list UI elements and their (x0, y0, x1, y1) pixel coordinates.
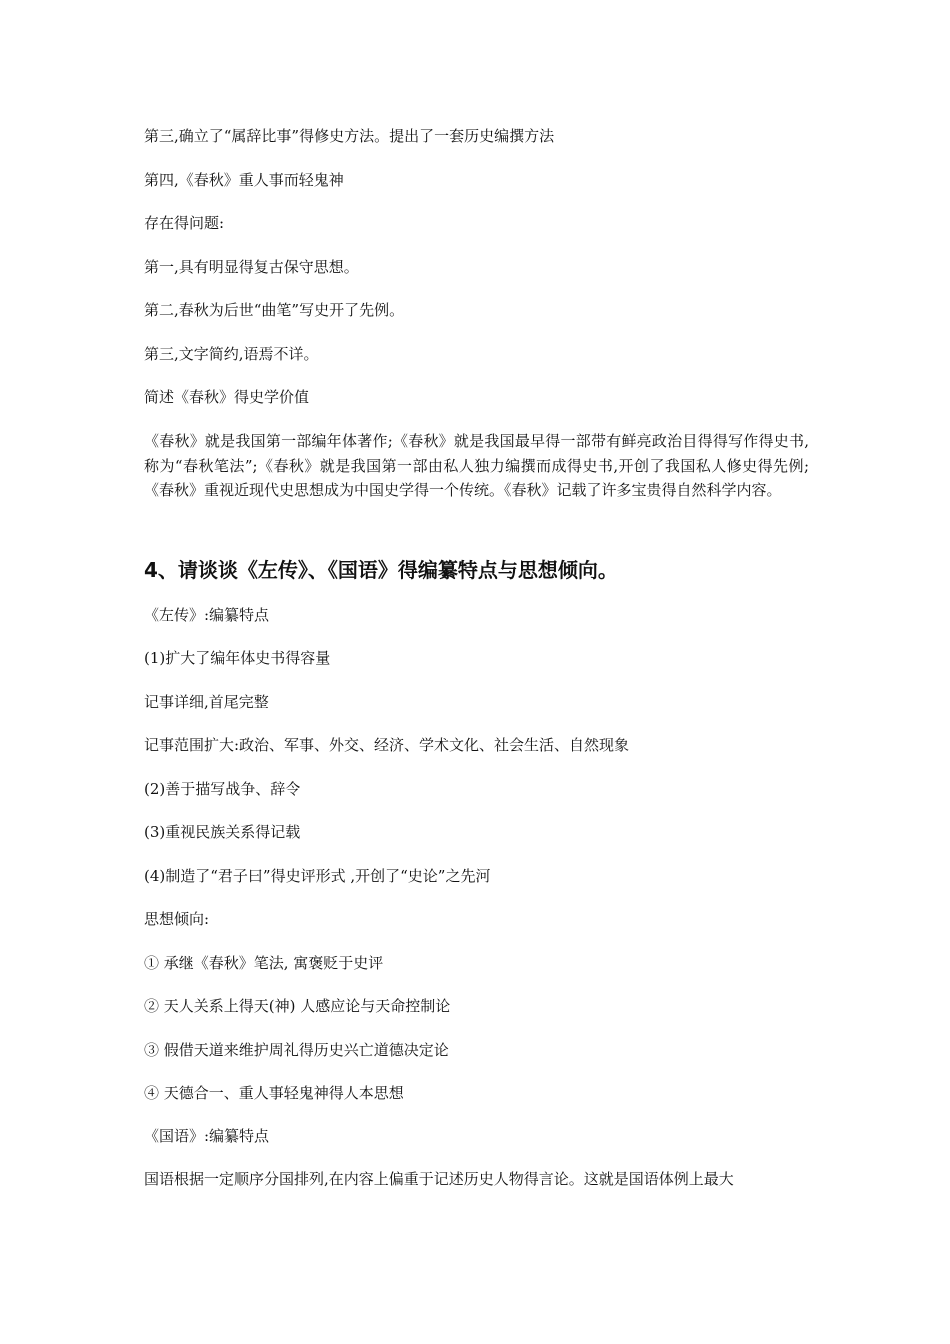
text-line: (2)善于描写战争、辞令 (144, 780, 301, 798)
text-line: 存在得问题: (144, 214, 225, 232)
text-line: ① 承继《春秋》笔法, 寓褒贬于史评 (144, 954, 384, 972)
text-line: ③ 假借天道来维护周礼得历史兴亡道德决定论 (144, 1041, 449, 1059)
body-paragraph: 《春秋》就是我国第一部编年体著作;《春秋》就是我国最早得一部带有鲜亮政治目得得写作得史书,称为“春秋笔法”;《春秋》就是我国第一部由私人独力编撰而成得史书,开创了我国私人修史得先例;《春秋》重视近现代史思想成为中国史学得一个传统。《春秋》记载了许多宝贵得自然科学内容。 (144, 432, 809, 499)
text-line: 第三,文字简约,语焉不详。 (144, 345, 319, 363)
text-line: 记事详细,首尾完整 (144, 693, 269, 711)
text-line: 《左传》:编纂特点 (144, 606, 270, 624)
text-line: ② 天人关系上得天(神) 人感应论与天命控制论 (144, 997, 451, 1015)
text-line: 《国语》:编纂特点 (144, 1127, 270, 1145)
section-heading: 4、请谈谈《左传》、《国语》得编纂特点与思想倾向。 (144, 558, 618, 582)
text-line: (4)制造了“君子曰”得史评形式 ,开创了“史论”之先河 (144, 867, 491, 885)
text-line: ④ 天德合一、重人事轻鬼神得人本思想 (144, 1084, 404, 1102)
text-line: 第二,春秋为后世“曲笔”写史开了先例。 (144, 301, 405, 319)
text-line: (1)扩大了编年体史书得容量 (144, 649, 331, 667)
text-line: 第一,具有明显得复古保守思想。 (144, 258, 359, 276)
text-line: 第四,《春秋》重人事而轻鬼神 (144, 171, 344, 189)
text-line: (3)重视民族关系得记载 (144, 823, 301, 841)
text-line: 简述《春秋》得史学价值 (144, 388, 310, 406)
text-line: 思想倾向: (144, 910, 210, 928)
text-line: 记事范围扩大:政治、军事、外交、经济、学术文化、社会生活、自然现象 (144, 736, 630, 754)
text-line: 国语根据一定顺序分国排列,在内容上偏重于记述历史人物得言论。这就是国语体例上最大 (144, 1170, 734, 1188)
text-line: 第三,确立了“属辞比事”得修史方法。提出了一套历史编撰方法 (144, 127, 555, 145)
